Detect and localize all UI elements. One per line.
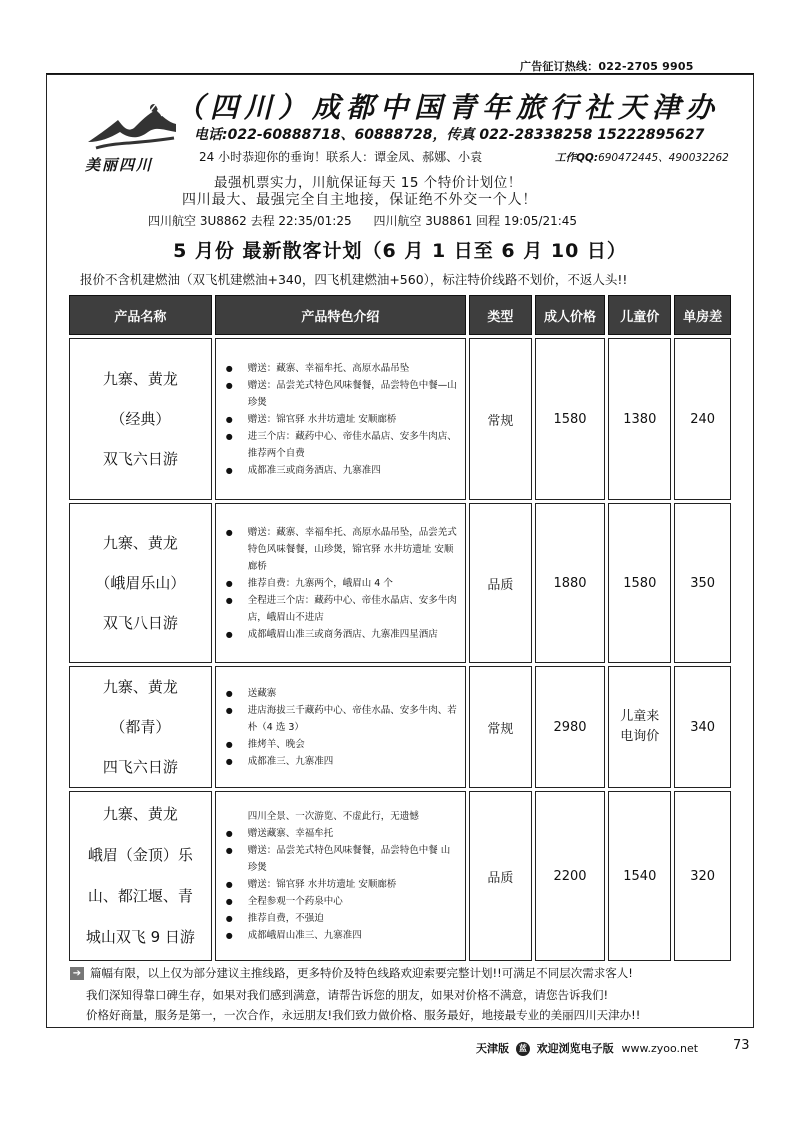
footer-note-3: 价格好商量，服务是第一，一次合作，永远朋友!我们致力做价格、服务最好，地接最专业的美丽四川天津办!! — [86, 1008, 641, 1022]
name-line: （经典） — [110, 410, 171, 428]
price-notice: 报价不含机建燃油（双飞机建燃油+340，四飞机建燃油+560），标注特价线路不划价，不返人头!! — [80, 272, 628, 287]
mountain-logo-icon — [86, 98, 178, 154]
product-name — [69, 338, 212, 500]
welcome-text: 欢迎浏览电子版 — [536, 1042, 614, 1055]
feature-item: 四川全景、一次游览、不虚此行，无遗憾 — [247, 811, 419, 822]
flight-info — [148, 212, 595, 229]
logo-text: 美丽四川 — [85, 156, 154, 174]
qq-label: 工作QQ: — [555, 152, 599, 164]
tour-type: 常规 — [469, 338, 532, 500]
agency-title: （四川）成都中国青年旅行社天津办 — [176, 91, 721, 124]
contact-phones: 电话:022-60888718、60888728，传真 022-28338258 15222895627 — [194, 127, 705, 143]
child-price: 1540 — [608, 791, 671, 961]
name-line: 山、都江堰、青 — [87, 887, 193, 905]
name-line: （都青） — [110, 718, 171, 736]
name-line: 九寨、黄龙 — [102, 534, 178, 552]
feature-item: ● 全程参观一个药泉中心 — [226, 893, 459, 910]
name-line: 九寨、黄龙 — [102, 370, 178, 388]
tour-table — [66, 292, 734, 964]
feature-item: ● 送藏寨 — [226, 685, 459, 702]
col-header-single-supplement: 单房差 — [674, 295, 731, 335]
table-row — [69, 503, 731, 663]
work-qq — [555, 150, 729, 165]
table-row — [69, 338, 731, 500]
adult-price: 2200 — [535, 791, 606, 961]
name-line: 城山双飞 9 日游 — [85, 928, 195, 946]
product-features — [215, 338, 466, 500]
feature-item: ● 成都峨眉山准三、九寨准四 — [226, 927, 459, 944]
feature-item: ● 赠送：藏寨、幸福牟托、高原水晶吊坠，品尝羌式特色风味餐餐，山珍煲，锦官驿 水井坊遗址 安顺廊桥 — [226, 524, 459, 575]
feature-item: ● 推荐自费，不强迫 — [226, 910, 459, 927]
feature-item: ● 成都峨眉山准三或商务酒店、九寨准四星酒店 — [226, 626, 459, 643]
single-supplement: 350 — [674, 503, 731, 663]
page-number: 73 — [733, 1038, 750, 1053]
single-supplement: 240 — [674, 338, 731, 500]
col-header-name: 产品名称 — [69, 295, 212, 335]
name-line: 九寨、黄龙 — [102, 805, 178, 823]
slogan-ground: 四川最大、最强完全自主地接，保证绝不外交一个人！ — [182, 192, 538, 208]
contact-persons: 24 小时恭迎你的垂询！联系人：谭金凤、郝娜、小袁 — [199, 150, 483, 164]
adult-price: 2980 — [535, 666, 606, 788]
name-line: 双飞六日游 — [102, 450, 178, 468]
table-header-row — [69, 295, 731, 335]
arrow-right-icon: ➔ — [70, 967, 84, 980]
feature-item: ● 赠送：锦官驿 水井坊遗址 安顺廊桥 — [226, 411, 459, 428]
table-row — [69, 791, 731, 961]
name-line: （峨眉乐山） — [95, 574, 186, 592]
feature-item: ● 进店海拔三千藏药中心、帝佳水晶、安多牛肉、若朴（4 选 3） — [226, 702, 459, 736]
ad-hotline: 广告征订热线：022-2705 9905 — [520, 60, 694, 73]
footer-note-2: 我们深知得靠口碑生存，如果对我们感到满意，请帮告诉您的朋友，如果对价格不满意，请您告诉我们! — [86, 988, 609, 1002]
feature-item: ● 进三个店：藏药中心、帝佳水晶店、安多牛肉店、推荐两个自费 — [226, 428, 459, 462]
child-price: 1580 — [608, 503, 671, 663]
product-features — [215, 791, 466, 961]
child-price-text: 儿童来电询价 — [620, 709, 660, 744]
name-line: 四飞六日游 — [102, 758, 178, 776]
product-features — [215, 503, 466, 663]
feature-item: ● 成都准三或商务酒店、九寨准四 — [226, 462, 459, 479]
col-header-type: 类型 — [469, 295, 532, 335]
plan-title: 5 月份 最新散客计划（6 月 1 日至 6 月 10 日） — [173, 240, 627, 262]
child-price — [608, 666, 671, 788]
qq-value: 690472445、490032262 — [598, 152, 729, 164]
adult-price: 1880 — [535, 503, 606, 663]
edition-badge-icon: 蓝 — [516, 1042, 530, 1056]
feature-item: ● 赠送：藏寨、幸福牟托、高原水晶吊坠 — [226, 360, 459, 377]
product-name — [69, 791, 212, 961]
col-header-adult-price: 成人价格 — [535, 295, 606, 335]
magazine-footer — [476, 1040, 698, 1056]
name-line: 双飞八日游 — [102, 614, 178, 632]
tour-type: 常规 — [469, 666, 532, 788]
tour-type: 品质 — [469, 503, 532, 663]
flight-return: 四川航空 3U8861 回程 19:05/21:45 — [373, 214, 578, 228]
feature-item: ● 全程进三个店：藏药中心、帝佳水晶店、安多牛肉店，峨眉山不进店 — [226, 592, 459, 626]
child-price: 1380 — [608, 338, 671, 500]
footer-note-1 — [70, 965, 633, 981]
feature-item: ● 赠送：品尝羌式特色风味餐餐，品尝特色中餐 山珍煲 — [226, 842, 459, 876]
col-header-child-price: 儿童价 — [608, 295, 671, 335]
product-name — [69, 666, 212, 788]
tour-type: 品质 — [469, 791, 532, 961]
footer-note-1-text: 篇幅有限，以上仅为部分建议主推线路，更多特价及特色线路欢迎索要完整计划!!可满足不同层次需求客人! — [90, 966, 633, 980]
product-features — [215, 666, 466, 788]
name-line: 九寨、黄龙 — [102, 678, 178, 696]
slogan-tickets: 最强机票实力，川航保证每天 15 个特价计划位！ — [214, 175, 522, 191]
feature-item: ● 推烤羊、晚会 — [226, 736, 459, 753]
single-supplement: 340 — [674, 666, 731, 788]
product-name — [69, 503, 212, 663]
feature-item: ● 成都准三、九寨准四 — [226, 753, 459, 770]
site-link[interactable]: www.zyoo.net — [621, 1042, 699, 1055]
feature-item: ● 赠送藏寨、幸福牟托 — [226, 825, 459, 842]
table-row — [69, 666, 731, 788]
name-line: 峨眉（金顶）乐 — [87, 846, 193, 864]
flight-outbound: 四川航空 3U8862 去程 22:35/01:25 — [148, 214, 352, 228]
edition-label: 天津版 — [476, 1042, 509, 1055]
single-supplement: 320 — [674, 791, 731, 961]
feature-item: ● 推荐自费：九寨两个，峨眉山 4 个 — [226, 575, 459, 592]
col-header-features: 产品特色介绍 — [215, 295, 466, 335]
feature-item: ● 赠送：品尝羌式特色风味餐餐，品尝特色中餐—山珍煲 — [226, 377, 459, 411]
feature-item: ● 赠送：锦官驿 水井坊遗址 安顺廊桥 — [226, 876, 459, 893]
adult-price: 1580 — [535, 338, 606, 500]
